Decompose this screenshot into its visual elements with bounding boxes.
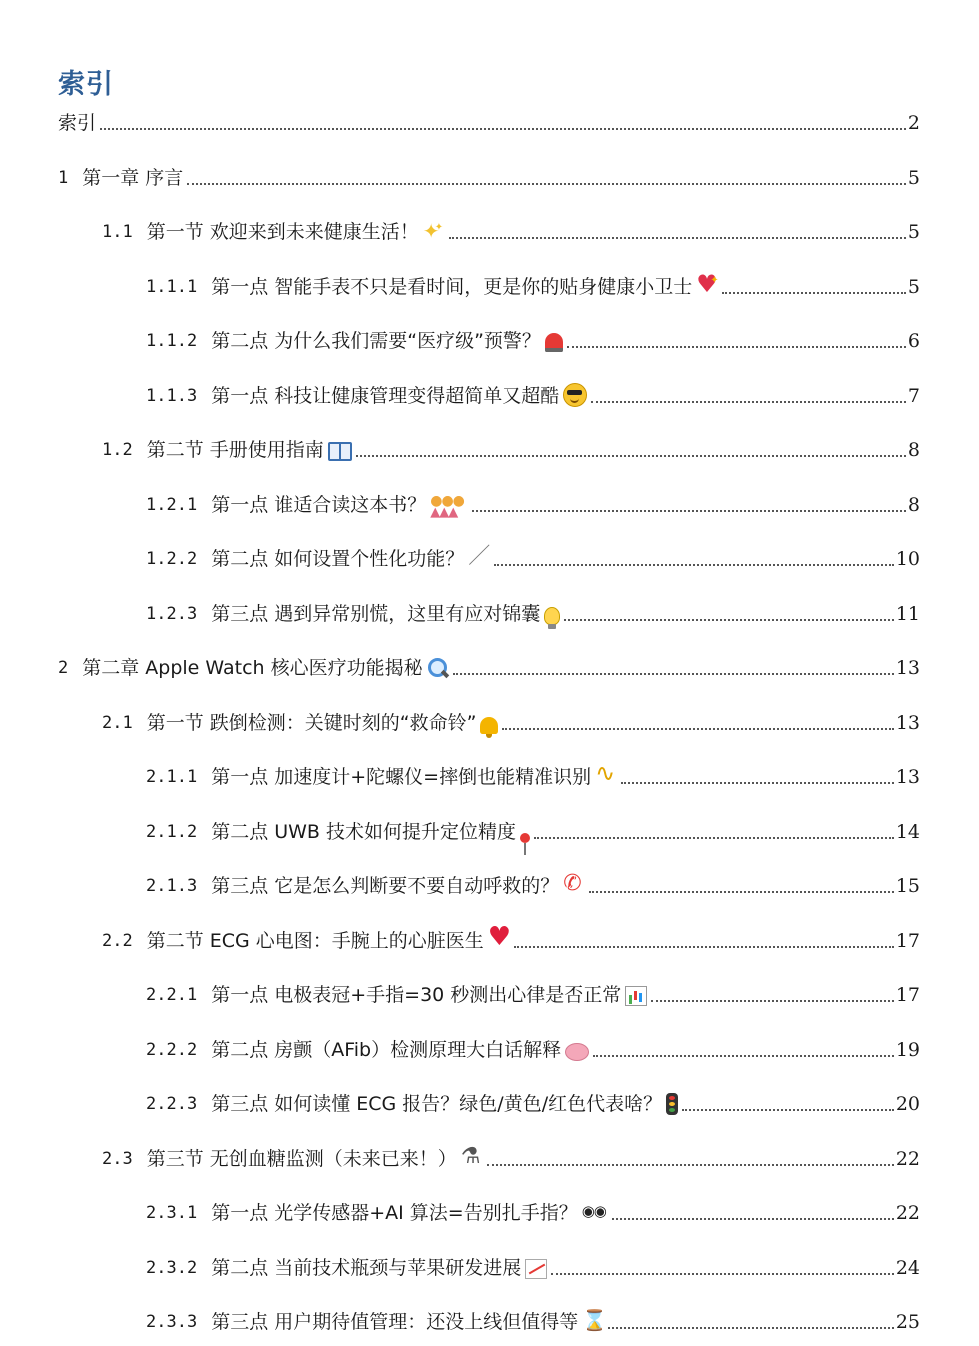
toc-entry-label xyxy=(102,1146,483,1172)
pushpin-icon xyxy=(520,833,530,843)
toc-entry-title: 第三点 它是怎么判断要不要自动呼救的？ xyxy=(211,875,560,897)
toc-entry-number: 2.3 xyxy=(102,1149,133,1169)
toc-entry-title: 第一点 加速度计+陀螺仪=摔倒也能精准识别 xyxy=(211,766,592,788)
toc-entry-label xyxy=(146,601,560,627)
dot-leader xyxy=(612,1218,894,1220)
bell-icon xyxy=(480,717,498,734)
toc-entry-number: 2.2 xyxy=(102,931,133,951)
toc-entry-label xyxy=(146,492,468,518)
dot-leader xyxy=(494,564,894,566)
toc-entry[interactable] xyxy=(146,1196,920,1226)
toc-entry-title: 第一章 序言 xyxy=(82,167,184,189)
dot-leader xyxy=(187,183,906,185)
toc-entry[interactable] xyxy=(102,433,920,463)
trend-chart-icon xyxy=(525,1259,547,1279)
toc-entry-page-number: 2 xyxy=(907,112,920,134)
toc-entry-page-number: 20 xyxy=(895,1093,920,1115)
toc-entry[interactable] xyxy=(146,760,920,790)
toc-entry[interactable] xyxy=(102,706,920,736)
dot-leader xyxy=(593,1055,894,1057)
toc-entry-title: 第一节 跌倒检测：关键时刻的“救命铃” xyxy=(146,712,477,734)
toc-entry-label xyxy=(146,1091,678,1117)
toc-entry-label xyxy=(146,819,530,845)
toc-entry-page-number: 10 xyxy=(895,548,920,570)
toc-entry-page-number: 8 xyxy=(907,439,920,461)
toc-entry-label xyxy=(146,1255,547,1281)
toc-entry-label xyxy=(146,764,617,790)
toc-entry-page-number: 11 xyxy=(895,603,920,625)
toc-entry-number: 1 xyxy=(58,168,69,188)
toc-entry-title: 第二节 ECG 心电图：手腕上的心脏医生 xyxy=(146,930,484,952)
toc-entry-title: 第一点 智能手表不只是看时间，更是你的贴身健康小卫士 xyxy=(211,276,693,298)
open-book-icon xyxy=(328,442,352,461)
toc-entry-label xyxy=(58,110,96,136)
toc-entry-page-number: 8 xyxy=(907,494,920,516)
toc-entry[interactable] xyxy=(146,324,920,354)
toc-entry-title: 第一点 谁适合读这本书？ xyxy=(211,494,427,516)
dot-leader xyxy=(722,292,906,294)
toc-entry-number: 2.3.3 xyxy=(146,1312,198,1332)
toc-entry-page-number: 6 xyxy=(907,330,920,352)
sunglasses-face-icon xyxy=(563,383,587,407)
toc-entry-title: 第三点 遇到异常别慌，这里有应对锦囊 xyxy=(211,603,541,625)
toc-entry-label xyxy=(146,328,563,354)
toc-entry-title: 第二点 当前技术瓶颈与苹果研发进展 xyxy=(211,1257,522,1279)
toc-entry-page-number: 5 xyxy=(907,221,920,243)
dot-leader xyxy=(551,1273,894,1275)
toc-entry-label xyxy=(146,274,718,300)
toc-entry-number: 2 xyxy=(58,658,69,678)
toc-entry-number: 2.1.2 xyxy=(146,822,198,842)
dot-leader xyxy=(591,401,906,403)
toc-entry-number: 1.2.1 xyxy=(146,495,198,515)
toc-entry-title: 第三点 用户期待值管理：还没上线但值得等 xyxy=(211,1311,579,1333)
brain-icon xyxy=(565,1043,589,1061)
toc-entry-number: 2.3.2 xyxy=(146,1258,198,1278)
microscope-icon xyxy=(461,1148,483,1170)
falling-person-icon xyxy=(595,766,617,788)
dot-leader xyxy=(514,946,894,948)
toc-entry[interactable] xyxy=(146,1305,920,1335)
toc-entry-number: 2.3.1 xyxy=(146,1203,198,1223)
toc-entry-title: 第一点 电极表冠+手指=30 秒测出心律是否正常 xyxy=(211,984,622,1006)
toc-entry-label xyxy=(102,437,352,463)
dot-leader xyxy=(100,128,906,130)
telephone-icon xyxy=(563,875,585,897)
toc-entry-number: 2.2.1 xyxy=(146,985,198,1005)
toc-entry-title: 第二点 为什么我们需要“医疗级”预警？ xyxy=(211,330,541,352)
toc-entry-page-number: 13 xyxy=(895,657,920,679)
dot-leader xyxy=(449,237,906,239)
toc-entry[interactable] xyxy=(102,1142,920,1172)
toc-entry[interactable] xyxy=(58,106,920,136)
toc-entry-title: 第一节 欢迎来到未来健康生活！ xyxy=(146,221,419,243)
toc-entry[interactable] xyxy=(102,924,920,954)
toc-entry-page-number: 19 xyxy=(895,1039,920,1061)
toc-entry[interactable] xyxy=(146,1033,920,1063)
dot-leader xyxy=(651,1000,894,1002)
toc-entry[interactable] xyxy=(146,815,920,845)
sparkles-icon xyxy=(423,221,445,243)
toc-entry-number: 2.2.2 xyxy=(146,1040,198,1060)
toc-entry[interactable] xyxy=(146,488,920,518)
toc-entry-page-number: 7 xyxy=(907,385,920,407)
toc-entry-title: 第二点 房颤（AFib）检测原理大白话解释 xyxy=(211,1039,562,1061)
toc-entry-page-number: 13 xyxy=(895,712,920,734)
toc-entry[interactable] xyxy=(146,869,920,899)
toc-entry[interactable] xyxy=(102,215,920,245)
toc-entry[interactable] xyxy=(146,978,920,1008)
toc-entry-label xyxy=(102,219,445,245)
family-icon xyxy=(430,494,468,516)
toc-entry[interactable] xyxy=(146,270,920,300)
dot-leader xyxy=(453,673,894,675)
toc-entry-page-number: 25 xyxy=(895,1311,920,1333)
toc-entry-label xyxy=(102,710,498,736)
toc-entry-number: 2.1.1 xyxy=(146,767,198,787)
toc-entry-title: 第一点 光学传感器+AI 算法=告别扎手指？ xyxy=(211,1202,578,1224)
toc-entry-title: 第三点 如何读懂 ECG 报告？绿色/黄色/红色代表啥？ xyxy=(211,1093,663,1115)
toc-entry[interactable] xyxy=(146,1087,920,1117)
toc-entry-number: 1.2.2 xyxy=(146,549,198,569)
toc-entry[interactable] xyxy=(146,597,920,627)
toc-entry-label xyxy=(146,873,585,899)
toc-entry-page-number: 22 xyxy=(895,1202,920,1224)
toc-entry-number: 1.1.2 xyxy=(146,331,198,351)
dot-leader xyxy=(682,1109,894,1111)
toc-entry-title: 索引 xyxy=(58,112,97,134)
eyes-icon xyxy=(582,1202,608,1224)
toc-entry[interactable] xyxy=(58,651,920,681)
bar-chart-icon xyxy=(625,986,647,1006)
dot-leader xyxy=(567,346,906,348)
toc-entry-number: 1.2 xyxy=(102,440,133,460)
siren-icon xyxy=(545,333,563,352)
magnifier-icon xyxy=(427,657,449,679)
dot-leader xyxy=(534,837,894,839)
toc-entry-title: 第二节 手册使用指南 xyxy=(146,439,324,461)
toc-entry-page-number: 17 xyxy=(895,930,920,952)
toc-entry-page-number: 14 xyxy=(895,821,920,843)
toc-entry-title: 第二章 Apple Watch 核心医疗功能揭秘 xyxy=(82,657,423,679)
dot-leader xyxy=(564,619,894,621)
dot-leader xyxy=(502,728,893,730)
toc-entry-page-number: 15 xyxy=(895,875,920,897)
toc-entry-label xyxy=(146,982,647,1008)
toc-entry-label xyxy=(146,1200,608,1226)
toc-entry-label xyxy=(146,1309,604,1335)
toc-entry[interactable] xyxy=(146,542,920,572)
toc-entry-label xyxy=(58,165,183,191)
toc-entry-number: 1.1 xyxy=(102,222,133,242)
toc-entry[interactable] xyxy=(146,379,920,409)
dot-leader xyxy=(589,891,894,893)
toc-entry-number: 2.2.3 xyxy=(146,1094,198,1114)
dot-leader xyxy=(472,510,906,512)
toc-entry-label xyxy=(146,1037,589,1063)
toc-entry-label xyxy=(102,928,510,954)
toc-entry-page-number: 13 xyxy=(895,766,920,788)
dot-leader xyxy=(621,782,894,784)
sparkling-heart-icon xyxy=(696,276,718,298)
toc-entry-title: 第三节 无创血糖监测（未来已来！） xyxy=(146,1148,457,1170)
red-heart-icon xyxy=(488,930,510,952)
toc-heading: 索引 xyxy=(58,69,114,100)
toc-entry-title: 第二点 如何设置个性化功能？ xyxy=(211,548,465,570)
toc-entry-title: 第二点 UWB 技术如何提升定位精度 xyxy=(211,821,516,843)
dot-leader xyxy=(487,1164,894,1166)
toc-entry[interactable] xyxy=(146,1251,920,1281)
toc-entry-number: 1.1.3 xyxy=(146,386,198,406)
toc-entry-page-number: 5 xyxy=(907,276,920,298)
toc-entry-page-number: 5 xyxy=(907,167,920,189)
toc-entry-page-number: 22 xyxy=(895,1148,920,1170)
toc-entry-label xyxy=(146,383,587,409)
toc-entry-page-number: 17 xyxy=(895,984,920,1006)
wrench-icon xyxy=(468,548,490,570)
toc-entry-page-number: 24 xyxy=(895,1257,920,1279)
toc-entry-number: 2.1 xyxy=(102,713,133,733)
toc-entry[interactable] xyxy=(58,161,920,191)
dot-leader xyxy=(356,455,906,457)
hourglass-icon xyxy=(582,1311,604,1333)
dot-leader xyxy=(608,1327,894,1329)
toc-entry-label xyxy=(58,655,449,681)
toc-entry-title: 第一点 科技让健康管理变得超简单又超酷 xyxy=(211,385,560,407)
toc-entry-number: 1.1.1 xyxy=(146,277,198,297)
toc-entry-number: 1.2.3 xyxy=(146,604,198,624)
toc-entry-number: 2.1.3 xyxy=(146,876,198,896)
traffic-light-icon xyxy=(666,1093,678,1115)
light-bulb-icon xyxy=(544,607,560,625)
toc-entry-label xyxy=(146,546,490,572)
